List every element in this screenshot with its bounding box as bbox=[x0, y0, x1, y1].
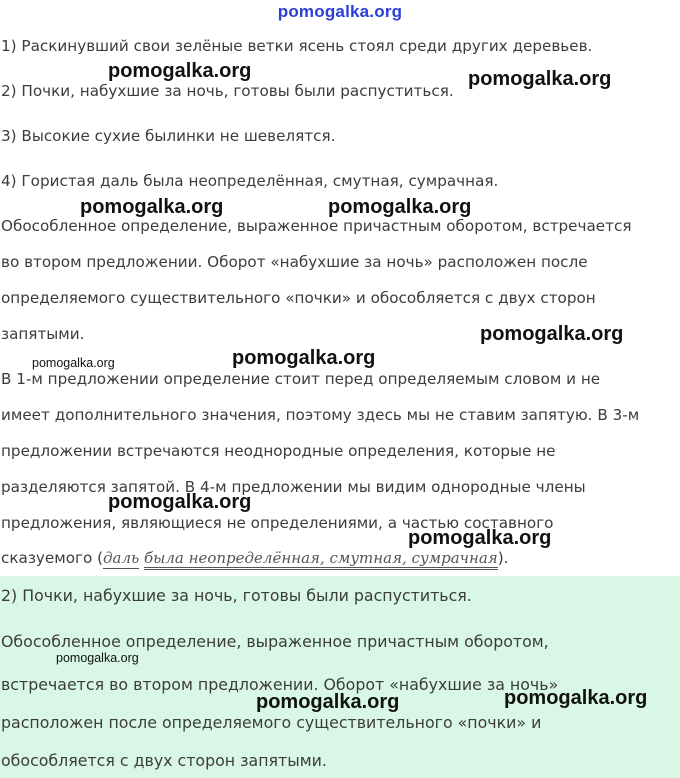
answer-box bbox=[0, 576, 680, 778]
watermark: pomogalka.org bbox=[328, 196, 472, 218]
explanation-1-line: Обособленное определение, выраженное причастным оборотом, встречается bbox=[1, 217, 632, 235]
example-prefix: сказуемого ( bbox=[1, 549, 104, 567]
watermark: pomogalka.org bbox=[408, 527, 552, 549]
explanation-2-line: предложении встречаются неоднородные определения, которые не bbox=[1, 442, 556, 460]
explanation-1-line: определяемого существительного «почки» и обособляется с двух сторон bbox=[1, 289, 596, 307]
explanation-1-line: запятыми. bbox=[1, 325, 85, 343]
answer-line: расположен после определяемого существительного «почки» и bbox=[1, 713, 542, 732]
watermark: pomogalka.org bbox=[32, 356, 115, 370]
answer-line: Обособленное определение, выраженное причастным оборотом, bbox=[1, 632, 549, 651]
watermark: pomogalka.org bbox=[108, 60, 252, 82]
watermark: pomogalka.org bbox=[56, 651, 139, 665]
explanation-2-line: имеет дополнительного значения, поэтому здесь мы не ставим запятую. В 3-м bbox=[1, 406, 640, 424]
subject-underlined: даль bbox=[103, 549, 140, 567]
predicate-example-line bbox=[1, 548, 509, 568]
sentence-2: 2) Почки, набухшие за ночь, готовы были распуститься. bbox=[1, 82, 454, 100]
sentence-4: 4) Гористая даль была неопределённая, смутная, сумрачная. bbox=[1, 172, 499, 190]
answer-sentence: 2) Почки, набухшие за ночь, готовы были распуститься. bbox=[1, 586, 472, 605]
sentence-1: 1) Раскинувший свои зелёные ветки ясень стоял среди других деревьев. bbox=[1, 37, 593, 55]
answer-line: встречается во втором предложении. Оборот «набухшие за ночь» bbox=[1, 675, 559, 694]
example-suffix: ). bbox=[497, 549, 509, 567]
sentence-3: 3) Высокие сухие былинки не шевелятся. bbox=[1, 127, 336, 145]
watermark: pomogalka.org bbox=[80, 196, 224, 218]
watermark: pomogalka.org bbox=[468, 68, 612, 90]
explanation-2-line: В 1-м предложении определение стоит перед определяемым словом и не bbox=[1, 370, 601, 388]
explanation-2-line: разделяются запятой. В 4-м предложении мы видим однородные члены bbox=[1, 478, 586, 496]
watermark: pomogalka.org bbox=[232, 347, 376, 369]
answer-line: обособляется с двух сторон запятыми. bbox=[1, 751, 327, 770]
watermark: pomogalka.org bbox=[504, 687, 648, 709]
watermark: pomogalka.org bbox=[480, 323, 624, 345]
explanation-2-line: предложения, являющиеся не определениями, а частью составного bbox=[1, 514, 554, 532]
watermark: pomogalka.org bbox=[256, 691, 400, 713]
predicate-underlined: была неопределённая, смутная, сумрачная bbox=[144, 549, 498, 570]
explanation-1-line: во втором предложении. Оборот «набухшие за ночь» расположен после bbox=[1, 253, 588, 271]
watermark: pomogalka.org bbox=[108, 491, 252, 513]
site-link[interactable]: pomogalka.org bbox=[277, 2, 403, 21]
